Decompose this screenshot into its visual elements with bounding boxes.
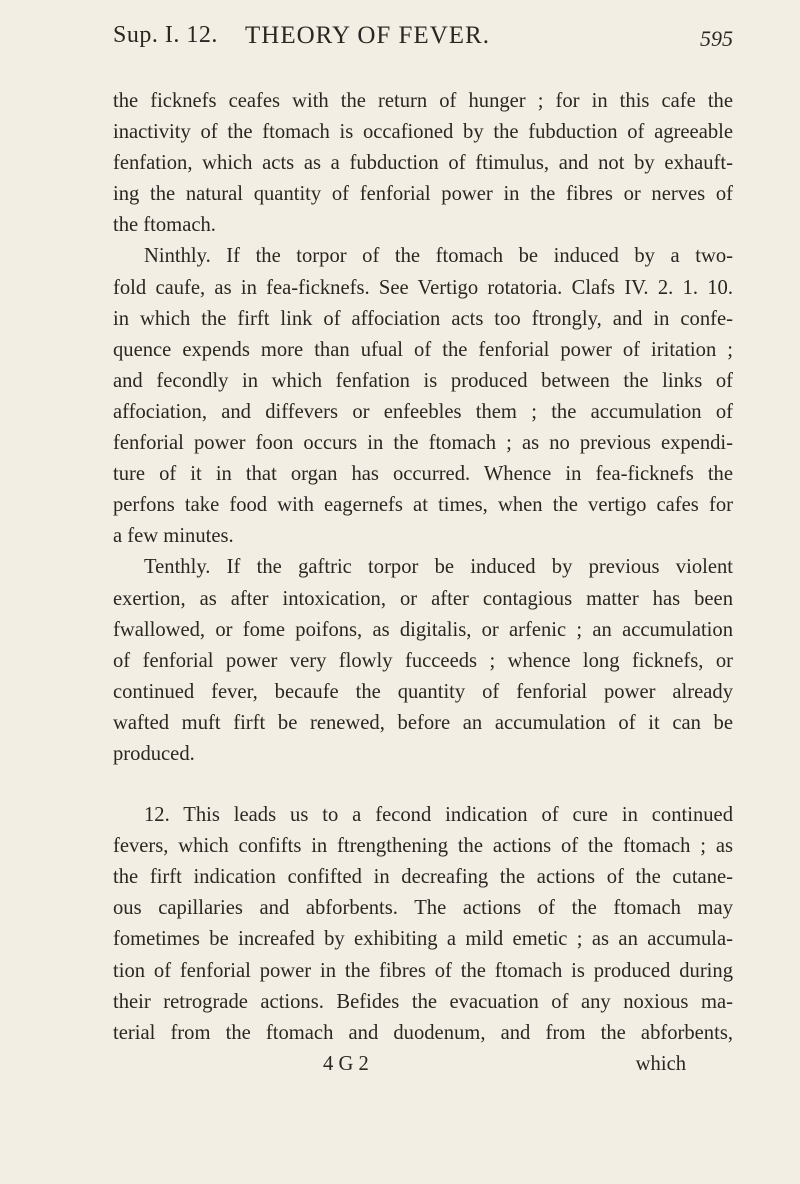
text-line: wafted muft firft be renewed, before an accumulation of it can be — [113, 711, 733, 734]
text-line: fold caufe, as in fea-ficknefs. See Vertigo rotatoria. Clafs IV. 2. 1. 10. — [113, 276, 733, 299]
running-title: THEORY OF FEVER. — [245, 22, 490, 49]
text-line: fwallowed, or fome poifons, as digitalis, or arfenic ; an accumulation — [113, 618, 733, 641]
text-line: the firft indication confifted in decreafing the actions of the cutane- — [113, 866, 733, 889]
text-line: affociation, and diffevers or enfeebles them ; the accumulation of — [113, 400, 733, 423]
text-line: quence expends more than ufual of the fenforial power of iritation ; — [113, 338, 733, 361]
paragraph-start-tenthly: Tenthly. If the gaftric torpor be induced by previous violent — [144, 556, 733, 579]
text-line: of fenforial power very flowly fucceeds ; whence long ficknefs, or — [113, 649, 733, 672]
text-line: terial from the ftomach and duodenum, and from the abforbents, — [113, 1021, 733, 1044]
text-line: the ficknefs ceafes with the return of hunger ; for in this cafe the — [113, 90, 733, 112]
text-line: inactivity of the ftomach is occafioned by the fubduction of agreeable — [113, 121, 733, 144]
printer-signature-mark: 4 G 2 — [323, 1052, 369, 1075]
text-line: fenfation, which acts as a fubduction of ftimulus, and not by exhauft- — [113, 152, 733, 175]
body-text — [113, 86, 733, 1080]
text-line: and fecondly in which fenfation is produced between the links of — [113, 369, 733, 392]
text-line: ture of it in that organ has occurred. Whence in fea-ficknefs the — [113, 463, 733, 486]
page-footer — [113, 1049, 733, 1080]
text-line: tion of fenforial power in the fibres of the ftomach is produced during — [113, 959, 733, 982]
text-line: continued fever, becaufe the quantity of fenforial power already — [113, 680, 733, 703]
text-line: perfons take food with eagernefs at times, when the vertigo cafes for — [113, 494, 733, 517]
text-line: a few minutes. — [113, 525, 234, 548]
text-line: in which the firft link of affociation acts too ftrongly, and in confe- — [113, 307, 733, 330]
catchword: which — [635, 1052, 686, 1075]
section-reference: Sup. I. 12. — [113, 22, 218, 48]
running-header — [113, 22, 733, 56]
text-line: fometimes be increafed by exhibiting a mild emetic ; as an accumula- — [113, 928, 733, 951]
text-line: fenforial power foon occurs in the ftomach ; as no previous expendi- — [113, 432, 733, 455]
text-line: the ftomach. — [113, 214, 216, 237]
text-line: ous capillaries and abforbents. The actions of the ftomach may — [113, 897, 733, 920]
text-line: their retrograde actions. Befides the evacuation of any noxious ma- — [113, 990, 733, 1013]
text-line: ing the natural quantity of fenforial power in the fibres or nerves of — [113, 183, 733, 206]
paragraph-start-ninthly: Ninthly. If the torpor of the ftomach be induced by a two- — [144, 245, 733, 268]
text-line: exertion, as after intoxication, or after contagious matter has been — [113, 587, 733, 610]
paragraph-gap — [113, 770, 733, 800]
text-line: fevers, which confifts in ftrengthening the actions of the ftomach ; as — [113, 835, 733, 858]
page-number: 595 — [700, 26, 733, 51]
paragraph-start-12: 12. This leads us to a fecond indication of cure in continued — [144, 804, 733, 827]
text-line: produced. — [113, 742, 195, 765]
